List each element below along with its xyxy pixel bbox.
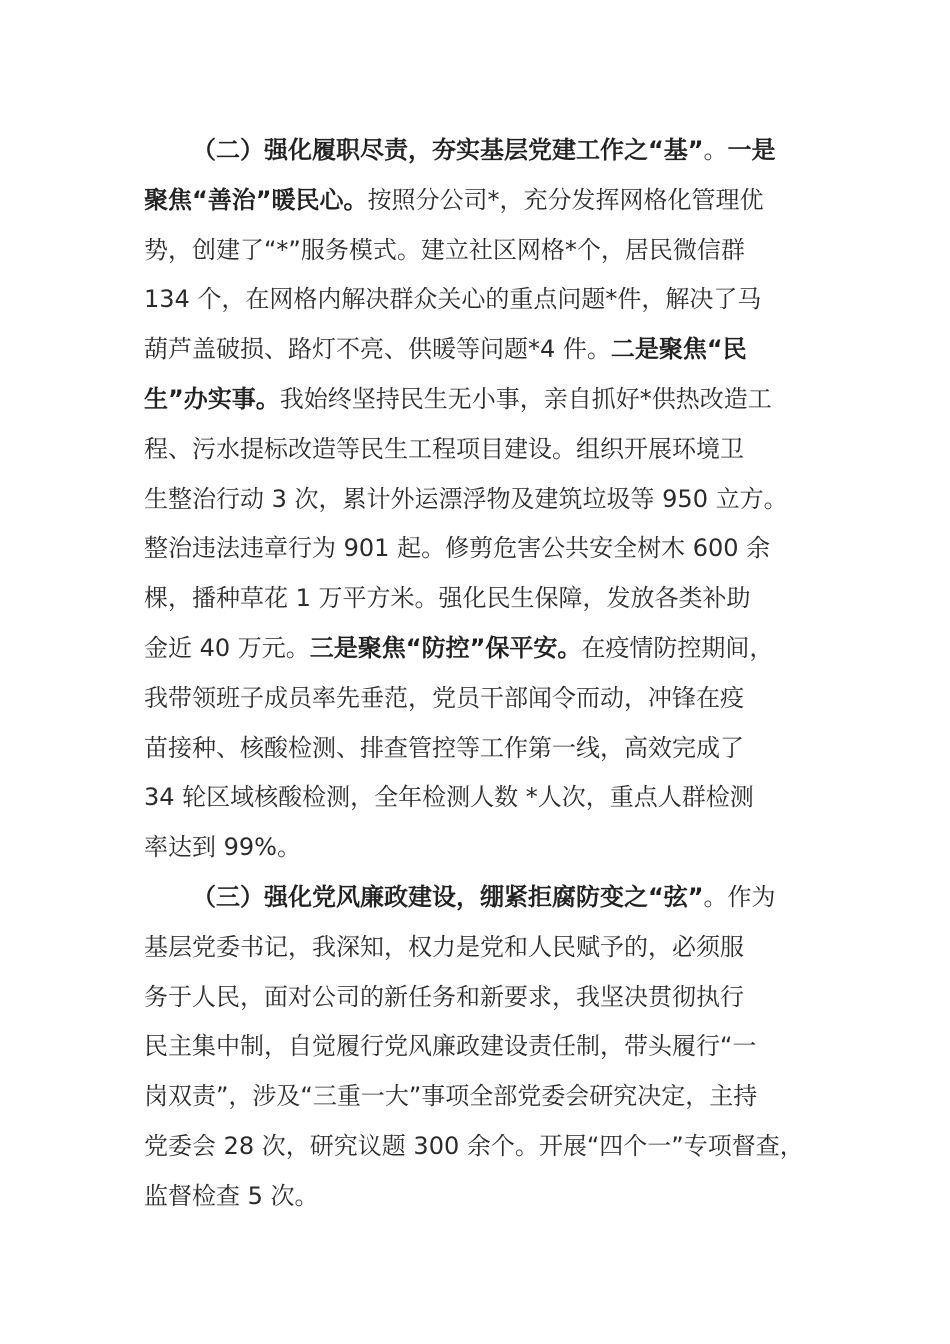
text-line [144, 1122, 834, 1172]
paragraph-2 [144, 126, 834, 873]
text-run: 民主集中制，自觉履行党风廉政建设责任制，带头履行“一 [144, 1032, 757, 1061]
point-label: 一是 [727, 136, 776, 164]
text-run: 生整治行动 3 次，累计外运漂浮物及建筑垃圾等 950 立方。 [144, 484, 788, 513]
text-run: 势，创建了“*”服务模式。建立社区网格*个，居民微信群 [144, 235, 745, 264]
text-run: 我带领班子成员率先垂范，党员干部闻令而动，冲锋在疫 [144, 683, 744, 712]
text-line [144, 1022, 834, 1072]
point-label: 三是聚焦“防控”保平安。 [309, 633, 582, 662]
text-line [144, 275, 834, 325]
text-run: 134 个，在网格内解决群众关心的重点问题*件，解决了马 [144, 285, 762, 314]
text-line [144, 1172, 834, 1222]
text-line [144, 126, 834, 176]
text-line [144, 425, 834, 475]
text-run: 整治违法违章行为 901 起。修剪危害公共安全树木 600 余 [144, 534, 771, 563]
point-label: 二是聚焦“民 [610, 335, 747, 364]
text-run: 我始终坚持民生无小事，亲自抓好*供热改造工 [279, 384, 772, 413]
text-line [144, 475, 834, 525]
text-run: 葫芦盖破损、路灯不亮、供暖等问题*4 件。 [144, 335, 611, 364]
text-run: 岗双责”，涉及“三重一大”事项全部党委会研究决定，主持 [144, 1082, 758, 1111]
text-line [144, 325, 834, 375]
text-run: 棵，播种草花 1 万平方米。强化民生保障，发放各类补助 [144, 584, 751, 613]
text-run: 按照分公司*，充分发挥网格化管理优 [367, 185, 764, 214]
text-line [144, 226, 834, 276]
text-run: 金近 40 万元。 [144, 633, 310, 662]
text-run: 基层党委书记，我深知，权力是党和人民赋予的，必须服 [144, 932, 744, 961]
point-label: 生”办实事。 [144, 384, 280, 413]
section-heading: （二）强化履职尽责，夯实基层党建工作之“基” [192, 136, 704, 164]
text-run: 程、污水提标改造等民生工程项目建设。组织开展环境卫 [144, 434, 744, 463]
text-run: 率达到 99%。 [144, 833, 301, 862]
text-line [144, 375, 834, 425]
paragraph-3 [144, 873, 834, 1222]
text-line [144, 574, 834, 624]
text-run: 34 轮区域核酸检测，全年检测人数 *人次，重点人群检测 [144, 783, 754, 812]
text-line [144, 773, 834, 823]
text-line [144, 873, 834, 923]
point-label: 聚焦“善治”暖民心。 [144, 185, 368, 214]
text-run: 党委会 28 次，研究议题 300 余个。开展“四个一”专项督查， [144, 1131, 804, 1160]
text-line [144, 624, 834, 674]
text-line [144, 973, 834, 1023]
text-run: 监督检查 5 次。 [144, 1181, 319, 1210]
text-run: 务于人民，面对公司的新任务和新要求，我坚决贯彻执行 [144, 982, 744, 1011]
text-line [144, 524, 834, 574]
text-line [144, 176, 834, 226]
text-line [144, 724, 834, 774]
text-line [144, 1072, 834, 1122]
text-run: 。 [703, 136, 728, 164]
text-line [144, 674, 834, 724]
document-body [144, 126, 834, 1222]
section-heading: （三）强化党风廉政建设，绷紧拒腐防变之“弦” [192, 882, 704, 911]
text-run: 。作为 [703, 882, 776, 911]
text-line [144, 923, 834, 973]
text-line [144, 823, 834, 873]
text-run: 苗接种、核酸检测、排查管控等工作第一线，高效完成了 [144, 733, 744, 762]
text-run: 在疫情防控期间， [581, 633, 774, 662]
